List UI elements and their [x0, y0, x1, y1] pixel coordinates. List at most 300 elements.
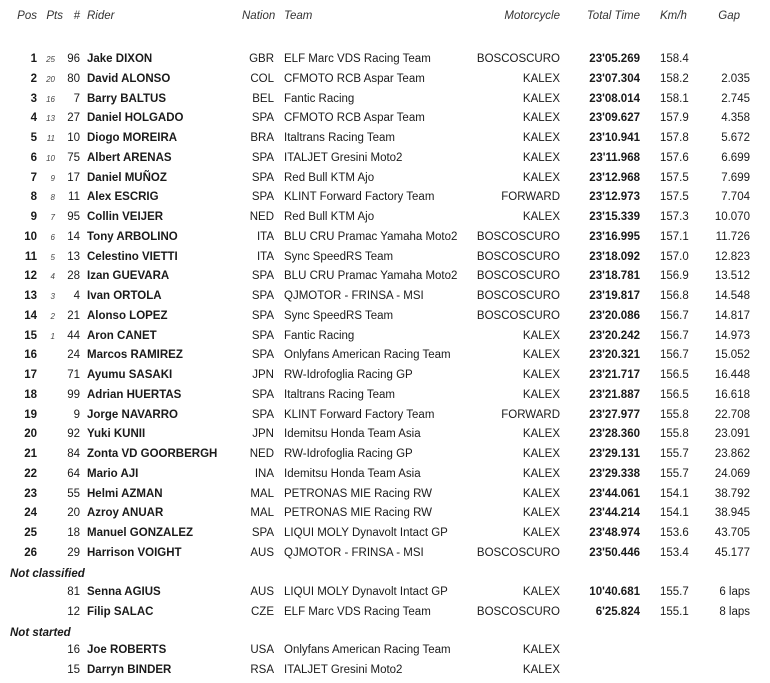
speed-kmh: 155.8	[660, 428, 689, 441]
header-motorcycle: Motorcycle	[504, 10, 560, 22]
table-row	[0, 584, 770, 604]
rider-name: Alex ESCRIG	[87, 191, 159, 204]
points: 9	[50, 173, 55, 183]
rider-name: Adrian HUERTAS	[87, 388, 182, 401]
table-row	[0, 367, 770, 387]
speed-kmh: 158.4	[660, 53, 689, 65]
nation: NED	[249, 448, 274, 460]
rider-name: Aron CANET	[87, 329, 157, 342]
speed-kmh: 157.5	[660, 171, 689, 184]
nation: ITA	[256, 250, 274, 263]
points: 5	[50, 252, 55, 262]
rider-number: 4	[73, 290, 80, 302]
team: Idemitsu Honda Team Asia	[284, 467, 421, 480]
header-nation: Nation	[242, 10, 276, 22]
speed-kmh: 156.8	[660, 290, 689, 302]
position: 22	[24, 467, 37, 480]
table-row	[0, 209, 770, 229]
position: 14	[24, 309, 37, 322]
table-row	[0, 662, 770, 682]
position: 11	[24, 250, 37, 263]
position: 9	[30, 211, 37, 223]
position: 21	[24, 448, 37, 460]
total-time: 23'21.717	[589, 369, 640, 381]
table-row	[0, 604, 770, 624]
speed-kmh: 158.1	[660, 92, 689, 105]
table-row	[0, 407, 770, 427]
motorcycle: KALEX	[522, 663, 560, 676]
position: 26	[24, 546, 37, 559]
rider-name: Harrison VOIGHT	[87, 546, 182, 559]
team: RW-Idrofoglia Racing GP	[284, 448, 413, 460]
position: 4	[30, 112, 37, 125]
team: CFMOTO RCB Aspar Team	[284, 72, 425, 85]
team: Red Bull KTM Ajo	[284, 211, 375, 223]
team: Onlyfans American Racing Team	[284, 644, 451, 656]
speed-kmh: 157.9	[660, 112, 689, 125]
motorcycle: KALEX	[522, 349, 560, 362]
gap: 12.823	[714, 250, 750, 263]
total-time: 23'44.214	[589, 507, 640, 520]
team: ITALJET Gresini Moto2	[284, 151, 403, 164]
team: KLINT Forward Factory Team	[284, 191, 435, 204]
gap: 7.699	[721, 171, 750, 184]
rider-number: 27	[67, 112, 80, 125]
motorcycle: KALEX	[522, 92, 560, 105]
team: Italtrans Racing Team	[284, 132, 396, 144]
nation: AUS	[250, 546, 274, 559]
gap: 11.726	[715, 230, 750, 243]
table-row	[0, 71, 770, 91]
not-classified-label: Not classified	[10, 568, 85, 580]
gap: 6 laps	[719, 586, 750, 598]
speed-kmh: 155.1	[660, 605, 689, 618]
nation: JPN	[252, 369, 274, 381]
motorcycle: BOSCOSCURO	[476, 250, 560, 263]
points: 13	[46, 114, 55, 124]
total-time: 23'20.242	[589, 329, 640, 342]
motorcycle: KALEX	[522, 448, 560, 460]
table-row	[0, 268, 770, 288]
rider-number: 92	[67, 428, 80, 441]
rider-number: 44	[67, 329, 80, 342]
total-time: 23'11.968	[589, 151, 640, 164]
nation: GBR	[249, 53, 274, 65]
total-time: 23'12.973	[589, 191, 640, 204]
points: 25	[46, 55, 55, 64]
table-row	[0, 229, 770, 249]
gap: 14.973	[714, 329, 750, 342]
position: 18	[24, 388, 37, 401]
motorcycle: KALEX	[522, 644, 560, 656]
rider-number: 12	[67, 605, 80, 618]
speed-kmh: 153.6	[660, 527, 689, 539]
team: KLINT Forward Factory Team	[284, 408, 435, 421]
team: BLU CRU Pramac Yamaha Moto2	[284, 230, 458, 243]
nation: SPA	[251, 349, 274, 362]
speed-kmh: 156.7	[660, 349, 689, 362]
position: 24	[24, 507, 37, 520]
points: 7	[50, 213, 55, 222]
gap: 16.618	[714, 388, 750, 401]
total-time: 23'44.061	[589, 487, 640, 500]
table-row	[0, 426, 770, 446]
rider-name: Helmi AZMAN	[87, 487, 163, 500]
speed-kmh: 157.8	[660, 132, 689, 144]
total-time: 23'12.968	[589, 171, 640, 184]
rider-number: 75	[67, 151, 80, 164]
points: 2	[50, 311, 55, 321]
motorcycle: KALEX	[522, 171, 560, 184]
total-time: 23'48.974	[589, 527, 640, 539]
team: QJMOTOR - FRINSA - MSI	[284, 290, 424, 302]
total-time: 23'07.304	[589, 72, 640, 85]
team: QJMOTOR - FRINSA - MSI	[284, 546, 424, 559]
table-row	[0, 466, 770, 486]
gap: 13.512	[714, 270, 750, 283]
position: 15	[24, 329, 37, 342]
gap: 43.705	[714, 527, 750, 539]
header-rider: Rider	[87, 10, 115, 22]
rider-name: Daniel MUÑOZ	[87, 171, 167, 184]
nation: SPA	[251, 408, 274, 421]
nation: ITA	[256, 230, 274, 243]
rider-number: 81	[67, 586, 80, 598]
total-time: 23'10.941	[589, 132, 640, 144]
nation: USA	[250, 644, 274, 656]
motorcycle: KALEX	[522, 527, 560, 539]
motorcycle: KALEX	[522, 388, 560, 401]
motorcycle: KALEX	[522, 507, 560, 520]
motorcycle: FORWARD	[501, 191, 560, 204]
position: 5	[30, 132, 37, 144]
rider-name: Celestino VIETTI	[87, 250, 178, 263]
rider-name: Tony ARBOLINO	[87, 230, 178, 243]
table-row	[0, 189, 770, 209]
total-time: 23'05.269	[589, 53, 640, 65]
table-row	[0, 91, 770, 111]
rider-number: 20	[67, 507, 80, 520]
table-row	[0, 110, 770, 130]
gap: 14.817	[714, 309, 750, 322]
speed-kmh: 155.7	[660, 467, 689, 480]
points: 4	[50, 272, 55, 282]
table-row	[0, 545, 770, 565]
nation: SPA	[251, 329, 274, 342]
header-gap: Gap	[718, 10, 740, 22]
speed-kmh: 156.7	[660, 309, 689, 322]
rider-name: David ALONSO	[87, 72, 171, 85]
nation: CZE	[251, 605, 274, 618]
speed-kmh: 156.7	[660, 329, 689, 342]
header-pos: Pos	[17, 10, 37, 22]
rider-number: 17	[67, 171, 80, 184]
motorcycle: BOSCOSCURO	[476, 546, 560, 559]
team: Sync SpeedRS Team	[284, 250, 394, 263]
rider-number: 13	[67, 250, 80, 263]
speed-kmh: 157.1	[660, 230, 689, 243]
position: 12	[24, 270, 37, 283]
rider-name: Azroy ANUAR	[87, 507, 164, 520]
gap: 2.745	[721, 92, 750, 105]
gap: 6.699	[721, 151, 750, 164]
table-row	[0, 150, 770, 170]
nation: MAL	[250, 507, 274, 520]
motorcycle: KALEX	[522, 467, 560, 480]
nation: SPA	[251, 112, 274, 125]
nation: SPA	[251, 527, 274, 539]
position: 8	[30, 191, 37, 204]
rider-number: 15	[67, 663, 80, 676]
gap: 38.945	[714, 507, 750, 520]
team: BLU CRU Pramac Yamaha Moto2	[284, 270, 458, 283]
team: LIQUI MOLY Dynavolt Intact GP	[284, 586, 448, 598]
gap: 22.708	[714, 408, 750, 421]
gap: 15.052	[714, 349, 750, 362]
rider-name: Marcos RAMIREZ	[87, 349, 183, 362]
rider-name: Diogo MOREIRA	[87, 132, 178, 144]
team: RW-Idrofoglia Racing GP	[284, 369, 413, 381]
motorcycle: KALEX	[522, 112, 560, 125]
points: 10	[46, 153, 55, 163]
position: 10	[24, 230, 37, 243]
table-row	[0, 347, 770, 367]
header-kmh: Km/h	[660, 10, 687, 22]
table-row	[0, 170, 770, 190]
motorcycle: BOSCOSCURO	[476, 230, 560, 243]
motorcycle: BOSCOSCURO	[476, 270, 560, 283]
rider-name: Ivan ORTOLA	[87, 290, 162, 302]
team: Italtrans Racing Team	[284, 388, 396, 401]
table-row	[0, 288, 770, 308]
speed-kmh: 158.2	[660, 72, 689, 85]
speed-kmh: 156.5	[660, 388, 689, 401]
position: 13	[24, 290, 37, 302]
position: 1	[30, 53, 37, 65]
points: 8	[50, 193, 55, 203]
table-row	[0, 486, 770, 506]
rider-number: 9	[73, 408, 80, 421]
nation: COL	[250, 72, 274, 85]
rider-name: Darryn BINDER	[87, 663, 172, 676]
nation: BEL	[252, 92, 274, 105]
speed-kmh: 154.1	[660, 487, 689, 500]
nation: SPA	[251, 309, 274, 322]
nation: INA	[254, 467, 274, 480]
rider-name: Senna AGIUS	[87, 586, 161, 598]
motorcycle: KALEX	[522, 132, 560, 144]
gap: 10.070	[714, 211, 750, 223]
points: 1	[50, 331, 55, 341]
nation: SPA	[251, 171, 274, 184]
position: 2	[30, 72, 37, 85]
position: 20	[24, 428, 37, 441]
total-time: 23'08.014	[589, 92, 640, 105]
points: 3	[50, 292, 55, 301]
gap: 23.091	[714, 428, 750, 441]
gap: 38.792	[714, 487, 750, 500]
points: 16	[46, 94, 55, 104]
team: Fantic Racing	[284, 92, 355, 105]
nation: AUS	[250, 586, 274, 598]
speed-kmh: 155.8	[660, 408, 689, 421]
rider-number: 10	[67, 132, 80, 144]
rider-name: Manuel GONZALEZ	[87, 527, 194, 539]
rider-name: Izan GUEVARA	[87, 270, 170, 283]
motorcycle: KALEX	[522, 586, 560, 598]
total-time: 23'20.086	[589, 309, 640, 322]
gap: 23.862	[714, 448, 750, 460]
table-row	[0, 249, 770, 269]
points: 11	[46, 134, 55, 143]
total-time: 23'09.627	[589, 112, 640, 125]
nation: SPA	[251, 191, 274, 204]
motorcycle: BOSCOSCURO	[476, 309, 560, 322]
position: 16	[24, 349, 37, 362]
nation: JPN	[252, 428, 274, 441]
team: ELF Marc VDS Racing Team	[284, 53, 431, 65]
table-row	[0, 525, 770, 545]
total-time: 23'18.092	[589, 250, 640, 263]
team: Red Bull KTM Ajo	[284, 171, 375, 184]
total-time: 23'16.995	[589, 230, 640, 243]
rider-name: Jake DIXON	[87, 53, 153, 65]
header-pts: Pts	[46, 10, 63, 22]
gap: 4.358	[721, 112, 750, 125]
table-row	[0, 642, 770, 662]
motorcycle: KALEX	[522, 211, 560, 223]
rider-number: 84	[67, 448, 80, 460]
rider-name: Albert ARENAS	[87, 151, 172, 164]
total-time: 23'15.339	[589, 211, 640, 223]
nation: RSA	[250, 663, 274, 676]
position: 23	[24, 487, 37, 500]
rider-name: Jorge NAVARRO	[87, 408, 178, 421]
rider-number: 11	[68, 191, 80, 204]
gap: 2.035	[721, 72, 750, 85]
position: 7	[30, 171, 37, 184]
motorcycle: KALEX	[522, 151, 560, 164]
speed-kmh: 157.0	[660, 250, 689, 263]
rider-number: 14	[67, 230, 80, 243]
team: Fantic Racing	[284, 329, 355, 342]
rider-name: Yuki KUNII	[87, 428, 146, 441]
rider-name: Filip SALAC	[87, 605, 154, 618]
rider-number: 99	[67, 388, 80, 401]
motorcycle: BOSCOSCURO	[476, 605, 560, 618]
position: 25	[24, 527, 37, 539]
gap: 24.069	[714, 467, 750, 480]
nation: SPA	[251, 388, 274, 401]
total-time: 23'18.781	[589, 270, 640, 283]
total-time: 23'28.360	[589, 428, 640, 441]
motorcycle: KALEX	[522, 487, 560, 500]
header-number: #	[73, 10, 80, 22]
team: Onlyfans American Racing Team	[284, 349, 451, 362]
rider-name: Ayumu SASAKI	[87, 369, 173, 381]
team: CFMOTO RCB Aspar Team	[284, 112, 425, 125]
gap: 45.177	[714, 546, 750, 559]
nation: NED	[249, 211, 274, 223]
table-header	[0, 10, 770, 26]
rider-number: 64	[67, 467, 80, 480]
position: 19	[24, 408, 37, 421]
rider-name: Daniel HOLGADO	[87, 112, 184, 125]
team: ITALJET Gresini Moto2	[284, 663, 403, 676]
header-team: Team	[284, 10, 313, 22]
rider-number: 96	[67, 53, 80, 65]
rider-name: Collin VEIJER	[87, 211, 164, 223]
rider-name: Alonso LOPEZ	[87, 309, 168, 322]
gap: 14.548	[714, 290, 750, 302]
table-row	[0, 505, 770, 525]
rider-name: Mario AJI	[87, 467, 139, 480]
position: 6	[30, 151, 37, 164]
rider-number: 55	[67, 487, 80, 500]
total-time: 23'50.446	[589, 546, 640, 559]
rider-number: 21	[67, 309, 80, 322]
team: LIQUI MOLY Dynavolt Intact GP	[284, 527, 448, 539]
rider-number: 24	[67, 349, 80, 362]
gap: 7.704	[721, 191, 750, 204]
nation: MAL	[250, 487, 274, 500]
speed-kmh: 157.3	[660, 211, 689, 223]
table-row	[0, 328, 770, 348]
position: 3	[30, 92, 37, 105]
position: 17	[24, 369, 37, 381]
rider-number: 16	[67, 644, 80, 656]
rider-number: 80	[67, 72, 80, 85]
team: ELF Marc VDS Racing Team	[284, 605, 431, 618]
rider-number: 18	[67, 527, 80, 539]
not-started-label: Not started	[10, 627, 71, 639]
speed-kmh: 155.7	[660, 586, 689, 598]
rider-name: Zonta VD GOORBERGH	[87, 448, 218, 460]
team: Idemitsu Honda Team Asia	[284, 428, 421, 441]
total-time: 10'40.681	[589, 586, 640, 598]
rider-number: 29	[67, 546, 80, 559]
motorcycle: KALEX	[522, 72, 560, 85]
nation: SPA	[251, 290, 274, 302]
table-row	[0, 446, 770, 466]
rider-name: Barry BALTUS	[87, 92, 167, 105]
header-total-time: Total Time	[586, 10, 640, 22]
team: Sync SpeedRS Team	[284, 309, 394, 322]
total-time: 23'29.338	[589, 467, 640, 480]
total-time: 6'25.824	[595, 605, 640, 618]
rider-number: 7	[73, 92, 80, 105]
speed-kmh: 157.5	[660, 191, 689, 204]
table-row	[0, 51, 770, 71]
rider-number: 95	[67, 211, 80, 223]
speed-kmh: 154.1	[660, 507, 689, 520]
motorcycle: KALEX	[522, 369, 560, 381]
table-row	[0, 308, 770, 328]
motorcycle: FORWARD	[501, 408, 560, 421]
nation: BRA	[250, 132, 274, 144]
speed-kmh: 153.4	[660, 546, 689, 559]
points: 20	[46, 74, 55, 84]
team: PETRONAS MIE Racing RW	[284, 487, 433, 500]
table-row	[0, 387, 770, 407]
motorcycle: KALEX	[522, 329, 560, 342]
nation: SPA	[251, 151, 274, 164]
speed-kmh: 155.7	[660, 448, 689, 460]
nation: SPA	[251, 270, 274, 283]
motorcycle: KALEX	[522, 428, 560, 441]
points: 6	[50, 232, 55, 242]
speed-kmh: 157.6	[660, 151, 689, 164]
